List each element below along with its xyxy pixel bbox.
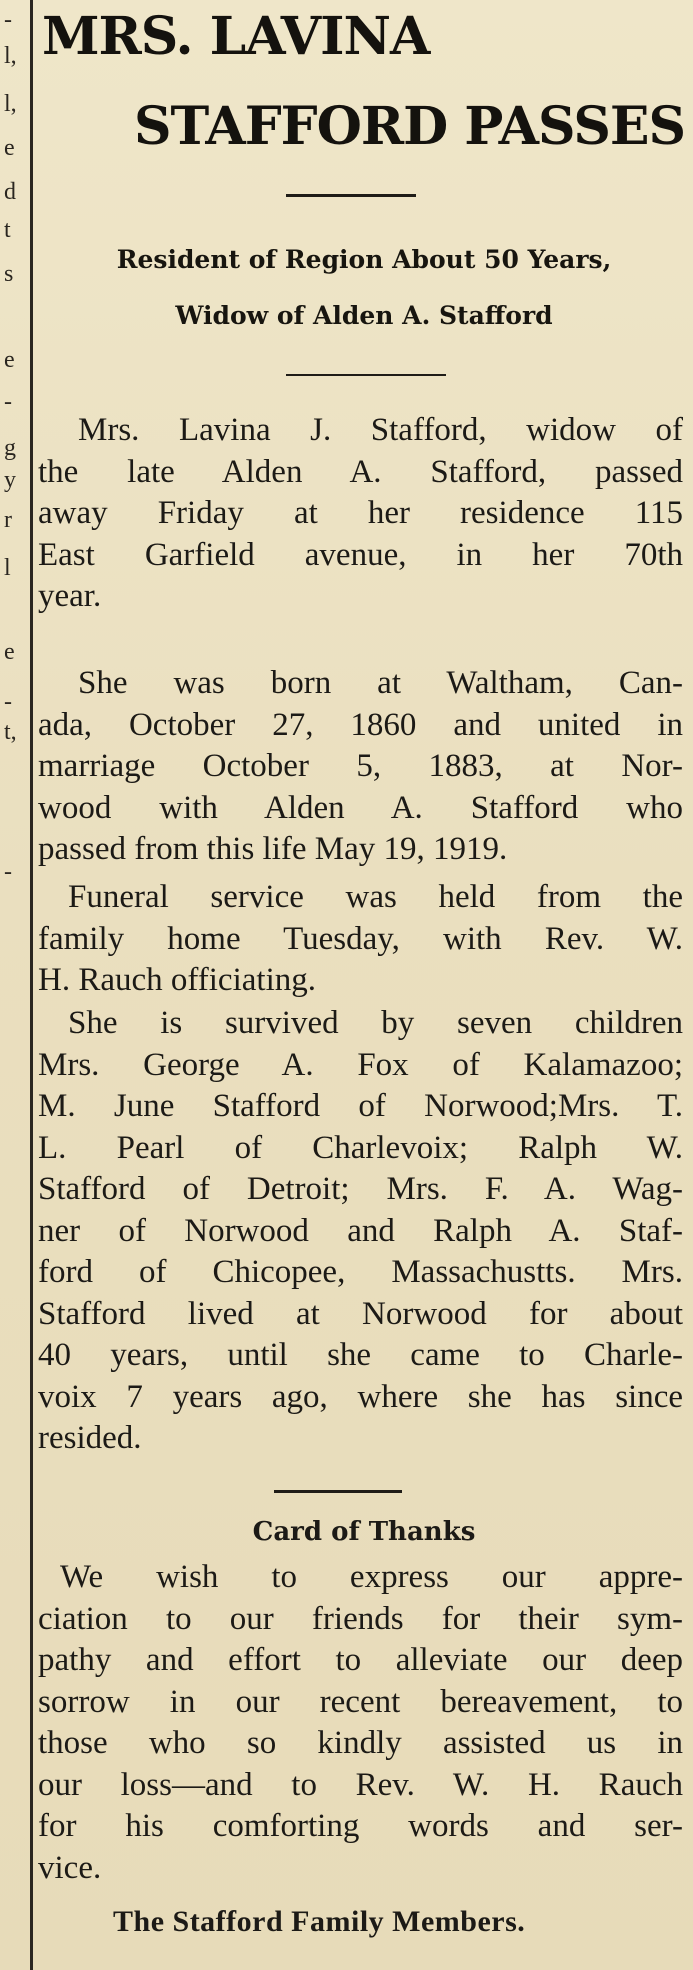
paragraph-line: M. June Stafford of Norwood;Mrs. T. — [38, 1088, 683, 1124]
paragraph-line: She was born at Waltham, Can- — [78, 665, 683, 701]
paragraph-line: ciation to our friends for their sym- — [38, 1600, 683, 1637]
column-fragment: - — [4, 7, 12, 33]
paragraph-line: ford of Chicopee, Massachustts. Mrs. — [38, 1254, 683, 1290]
column-fragment: y — [4, 467, 16, 493]
section-rule — [274, 1490, 402, 1493]
paragraph-line: H. Rauch officiating. — [38, 962, 316, 998]
paragraph-line: year. — [38, 578, 102, 614]
paragraph-line: sorrow in our recent bereavement, to — [38, 1683, 683, 1720]
paragraph-line: vice. — [38, 1849, 102, 1886]
paragraph-line: pathy and effort to alleviate our deep — [38, 1642, 683, 1678]
paragraph-line: away Friday at her residence 115 — [38, 495, 683, 531]
column-fragment: - — [4, 689, 12, 715]
paragraph-line: Funeral service was held from the — [68, 879, 683, 915]
column-fragment: - — [4, 389, 12, 415]
paragraph-line: ada, October 27, 1860 and united in — [38, 706, 683, 743]
column-fragment: l, — [4, 91, 17, 117]
signature: The Stafford Family Members. — [113, 1905, 526, 1938]
paragraph-line: marriage October 5, 1883, at Nor- — [38, 748, 683, 784]
paragraph-biography — [38, 663, 683, 871]
column-fragment: e — [4, 639, 15, 665]
column-fragment: g — [4, 435, 16, 461]
paragraph-death-notice — [38, 410, 683, 618]
paragraph-line: Stafford of Detroit; Mrs. F. A. Wag- — [38, 1171, 683, 1207]
paragraph-line: voix 7 years ago, where she has since — [38, 1378, 683, 1415]
paragraph-line: the late Alden A. Stafford, passed — [38, 453, 683, 490]
paragraph-line: for his comforting words and ser- — [38, 1808, 683, 1844]
paragraph-line: She is survived by seven children — [68, 1005, 683, 1041]
column-fragment: e — [4, 347, 15, 373]
column-fragment: t — [4, 217, 11, 243]
paragraph-line: family home Tuesday, with Rev. W. — [38, 920, 683, 957]
column-fragment: d — [4, 179, 16, 205]
obituary-article — [38, 0, 690, 1970]
subheadline-line-2: Widow of Alden A. Stafford — [175, 301, 553, 330]
column-fragment: t, — [4, 719, 17, 745]
column-divider — [30, 0, 33, 1970]
column-fragment: e — [4, 135, 15, 161]
paragraph-line: We wish to express our appre- — [60, 1559, 683, 1595]
headline-rule — [286, 194, 416, 197]
paragraph-funeral — [38, 877, 683, 1002]
paragraph-line: our loss—and to Rev. W. H. Rauch — [38, 1766, 683, 1803]
paragraph-line: resided. — [38, 1420, 142, 1456]
adjacent-column-fragments — [0, 0, 34, 1970]
subheadline-rule — [286, 374, 446, 376]
paragraph-line: Mrs. Lavina J. Stafford, widow of — [78, 412, 683, 448]
column-fragment: s — [4, 261, 14, 287]
headline-line-2: STAFFORD PASSES — [134, 96, 686, 157]
headline-line-1: MRS. LAVINA — [42, 6, 430, 67]
card-of-thanks-heading: Card of Thanks — [252, 1517, 476, 1547]
paragraph-survivors — [38, 1003, 683, 1460]
paragraph-line: Mrs. George A. Fox of Kalamazoo; — [38, 1046, 683, 1083]
card-of-thanks-body — [38, 1557, 683, 1889]
subheadline-line-1: Resident of Region About 50 Years, — [116, 245, 612, 274]
paragraph-line: wood with Alden A. Stafford who — [38, 789, 683, 826]
column-fragment: r — [4, 507, 12, 533]
paragraph-line: passed from this life May 19, 1919. — [38, 831, 508, 867]
column-fragment: l, — [4, 43, 17, 69]
paragraph-line: those who so kindly assisted us in — [38, 1725, 683, 1761]
column-fragment: - — [4, 859, 12, 885]
paragraph-line: ner of Norwood and Ralph A. Staf- — [38, 1212, 683, 1249]
paragraph-line: 40 years, until she came to Charle- — [38, 1337, 683, 1373]
paragraph-line: East Garfield avenue, in her 70th — [38, 536, 683, 573]
column-fragment: l — [4, 555, 11, 581]
paragraph-line: Stafford lived at Norwood for about — [38, 1295, 683, 1332]
paragraph-line: L. Pearl of Charlevoix; Ralph W. — [38, 1129, 683, 1166]
